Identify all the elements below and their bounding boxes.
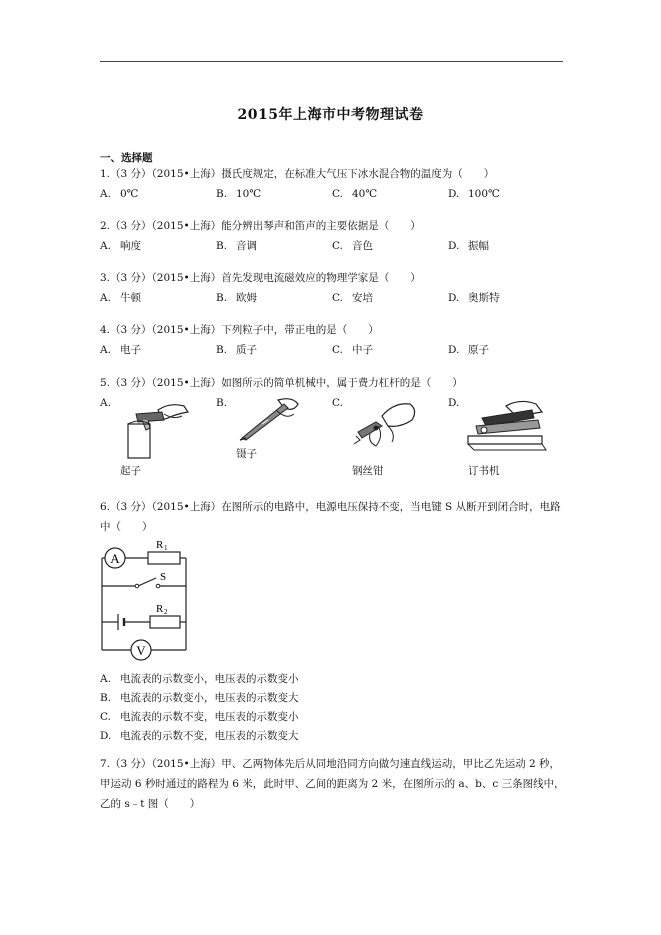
r2-subscript: 2	[164, 608, 168, 616]
option-key: D.	[100, 730, 112, 742]
ammeter-label: A	[110, 551, 120, 566]
voltmeter-label: V	[136, 643, 146, 658]
option-a[interactable]	[100, 184, 138, 204]
option-text: 电流表的示数不变，电压表的示数变大	[120, 730, 299, 742]
option-text: 响度	[120, 240, 141, 252]
option-b[interactable]	[216, 236, 257, 256]
option-text: 音调	[236, 240, 257, 252]
section-heading: 一、选择题	[100, 152, 153, 164]
option-text: 原子	[468, 344, 489, 356]
option-c[interactable]	[332, 236, 373, 256]
option-text: 中子	[352, 344, 373, 356]
option-key: B.	[216, 292, 228, 304]
question-6-stem: 6.（3 分）（2015•上海）在图所示的电路中，电源电压保持不变，当电键 S 从断开到闭合时，电路中（ ）	[100, 501, 561, 533]
header-rule	[100, 61, 563, 62]
option-a[interactable]	[100, 670, 565, 689]
option-d[interactable]	[448, 236, 489, 256]
option-key: B.	[216, 397, 228, 409]
option-text: 电子	[120, 344, 141, 356]
option-key: C.	[332, 344, 343, 356]
option-text: 100℃	[468, 188, 500, 200]
option-text: 奥斯特	[468, 292, 500, 304]
option-a[interactable]	[100, 340, 141, 360]
question-4-stem: 4.（3 分）（2015•上海）下列粒子中，带正电的是（ ）	[100, 324, 379, 336]
option-a[interactable]	[100, 393, 120, 413]
switch-label: S	[160, 571, 167, 583]
option-text: 电流表的示数不变，电压表的示数变小	[120, 711, 299, 723]
option-key: D.	[448, 344, 460, 356]
option-a[interactable]	[100, 236, 141, 256]
option-key: D.	[448, 240, 460, 252]
option-c[interactable]	[332, 340, 373, 360]
option-key: D.	[448, 292, 460, 304]
bottle-opener-image	[118, 398, 190, 460]
tweezers-image	[232, 394, 304, 446]
question-6-options	[100, 670, 565, 746]
option-text: 电流表的示数变小，电压表的示数变小	[120, 673, 299, 685]
stapler-image	[462, 396, 548, 454]
option-b[interactable]	[100, 689, 565, 708]
option-key: B.	[100, 692, 112, 704]
question-2-options	[100, 236, 565, 256]
option-key: D.	[448, 188, 460, 200]
option-key: B.	[216, 240, 228, 252]
option-key: B.	[216, 344, 228, 356]
resistor-r1	[148, 552, 180, 564]
r2-label: R	[156, 603, 164, 615]
option-b[interactable]	[216, 340, 257, 360]
question-1-stem: 1.（3 分）（2015•上海）摄氏度规定，在标准大气压下冰水混合物的温度为（ ）	[100, 168, 495, 180]
option-key: C.	[332, 397, 343, 409]
caption-tweezers: 镊子	[236, 448, 257, 460]
option-b[interactable]	[216, 184, 261, 204]
option-text: 牛顿	[120, 292, 141, 304]
option-text: 40℃	[352, 188, 378, 200]
question-4-options	[100, 340, 565, 360]
question-7-stem: 7.（3 分）（2015•上海）甲、乙两物体先后从同地沿同方向做匀速直线运动，甲比乙先运动 2 秒，甲运动 6 秒时通过的路程为 6 米，此时甲、乙间的距离为 2 米，在图所示的 a、b、c 三条图线中，乙的 s﹣t 图（ ）	[100, 758, 565, 810]
option-key: C.	[332, 240, 343, 252]
option-key: D.	[448, 397, 460, 409]
option-key: B.	[216, 188, 228, 200]
option-c[interactable]	[332, 288, 373, 308]
question-5-stem: 5.（3 分）（2015•上海）如图所示的简单机械中，属于费力杠杆的是（ ）	[100, 377, 463, 389]
option-key: C.	[332, 292, 343, 304]
option-text: 振幅	[468, 240, 489, 252]
circuit-diagram	[98, 538, 194, 666]
option-text: 安培	[352, 292, 373, 304]
question-3-options	[100, 288, 565, 308]
option-key: A.	[100, 292, 111, 304]
option-c[interactable]	[100, 708, 565, 727]
option-key: C.	[100, 711, 111, 723]
option-d[interactable]	[100, 727, 565, 746]
r1-subscript: 1	[164, 544, 168, 552]
pliers-image	[348, 396, 424, 456]
option-text: 0℃	[120, 188, 139, 200]
option-text: 音色	[352, 240, 373, 252]
option-d[interactable]	[448, 184, 500, 204]
option-key: A.	[100, 344, 111, 356]
option-text: 10℃	[236, 188, 262, 200]
question-2-stem: 2.（3 分）（2015•上海）能分辨出琴声和笛声的主要依据是（ ）	[100, 220, 421, 232]
option-key: A.	[100, 673, 111, 685]
option-d[interactable]	[448, 340, 489, 360]
question-3-stem: 3.（3 分）（2015•上海）首先发现电流磁效应的物理学家是（ ）	[100, 272, 421, 284]
option-b[interactable]	[216, 288, 257, 308]
option-text: 电流表的示数变小，电压表的示数变大	[120, 692, 299, 704]
resistor-r2	[150, 616, 180, 628]
option-key: C.	[332, 188, 343, 200]
r1-label: R	[156, 539, 164, 551]
option-key: A.	[100, 240, 111, 252]
option-key: A.	[100, 188, 111, 200]
page-title: 2015年上海市中考物理试卷	[237, 107, 424, 123]
option-key: A.	[100, 397, 111, 409]
caption-stapler: 订书机	[468, 465, 500, 477]
option-a[interactable]	[100, 288, 141, 308]
option-text: 欧姆	[236, 292, 257, 304]
question-1-options	[100, 184, 565, 204]
caption-pliers: 钢丝钳	[352, 465, 384, 477]
caption-bottle-opener: 起子	[120, 465, 141, 477]
option-d[interactable]	[448, 288, 500, 308]
option-c[interactable]	[332, 184, 377, 204]
option-text: 质子	[236, 344, 257, 356]
